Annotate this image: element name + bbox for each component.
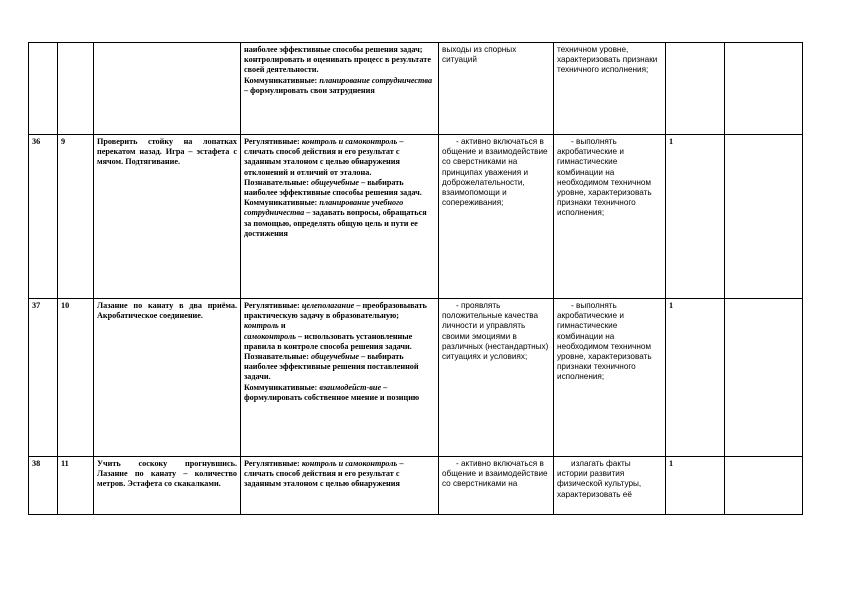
personal-results-cell: - активно включаться в общение и взаимодействие со сверстниками на принципах уважения и доброжелательности, взаимопомощи и сопереживания; [439,135,554,299]
uud-italic-term: самоконтроль [244,331,296,341]
uud-italic-term: общеучебные [310,177,360,187]
uud-paragraph [244,459,435,490]
uud-text: – выбирать наиболее эффективные способы решения задач. Коммуникативные: [244,177,422,208]
subject-results-cell: - выполнять акробатические и гимнастические комбинации на необходимом техничном уровне, характеризовать признаки техничного исполнения; [554,299,666,457]
empty-cell [725,457,803,515]
subject-results-cell: техничном уровне, характеризовать признаки техничного исполнения; [554,43,666,135]
empty-cell [725,135,803,299]
personal-results-cell: - активно включаться в общение и взаимодействие со сверстниками на [439,457,554,515]
uud-text: – использовать установленные правила в контроле способа решения задачи. [244,331,413,351]
uud-paragraph [244,76,435,96]
lesson-plan-table [28,42,803,515]
lesson-index-cell: 10 [58,299,94,457]
uud-text: Регулятивные: [244,137,302,146]
table-row [29,457,803,515]
topic-cell: Проверить стойку на лопатках перекатом назад. Игра – эстафета с мячом. Подтягивание. [94,135,241,299]
subject-results-cell: излагать факты истории развития физической культуры, характеризовать её [554,457,666,515]
uud-cell [241,43,439,135]
uud-paragraph [244,352,435,383]
uud-paragraph [244,45,435,76]
uud-italic-term: планирование учебного сотрудничества [244,198,404,218]
uud-text: – сличать способ действия и его результат с заданным эталоном с целью обнаружения [244,459,404,489]
uud-italic-term: планирование сотрудничества [319,75,433,85]
table-body [29,43,803,515]
uud-cell [241,299,439,457]
uud-paragraph [244,137,435,178]
uud-text: Коммуникативные: [244,75,320,85]
uud-text: – выбирать наиболее эффективные решения поставленной задачи. [244,352,419,382]
uud-paragraph [244,383,435,403]
personal-results-cell: - проявлять положительные качества личности и управлять своими эмоциями в различных (нестандартных) ситуациях и условиях; [439,299,554,457]
uud-text: Познавательные: [244,177,311,187]
uud-text: – преобразовывать практическую задачу в образовательную; [244,301,427,321]
lesson-number-cell: 37 [29,299,58,457]
lesson-number-cell: 36 [29,135,58,299]
empty-cell [725,43,803,135]
lesson-index-cell: 9 [58,135,94,299]
uud-cell [241,135,439,299]
uud-text: Регулятивные: [244,301,302,310]
uud-text: Познавательные: [244,352,311,362]
uud-italic-term: общеучебные [310,352,360,362]
hours-cell: 1 [666,135,725,299]
uud-text: Коммуникативные: [244,382,320,392]
uud-text: Регулятивные: [244,459,302,468]
lesson-index-cell: 11 [58,457,94,515]
lesson-number-cell [29,43,58,135]
uud-cell [241,457,439,515]
uud-paragraph [244,332,435,352]
topic-cell: Учить соскоку прогнувшись. Лазание по канату – количество метров. Эстафета со скакалками. [94,457,241,515]
uud-italic-term: целеполагание [301,301,355,310]
hours-cell: 1 [666,299,725,457]
uud-text: – сличать способ действия и его результат с заданным эталоном с целью обнаружения отклонений и отличий от эталона. [244,137,404,177]
subject-results-cell: - выполнять акробатические и гимнастические комбинации на необходимом техничном уровне, характеризовать признаки техничного исполнения; [554,135,666,299]
lesson-number-cell: 38 [29,457,58,515]
uud-text: – задавать вопросы, обращаться за помощью, определять общую цель и пути ее достижения [244,208,427,238]
topic-cell: Лазание по канату в два приёма. Акробатическое соединение. [94,299,241,457]
table-row [29,43,803,135]
hours-cell [666,43,725,135]
uud-paragraph [244,178,435,239]
uud-italic-term: контроль и самоконтроль [301,137,398,146]
uud-text: и [278,321,286,331]
empty-cell [725,299,803,457]
table-row [29,299,803,457]
topic-cell [94,43,241,135]
uud-italic-term: взаимодейст-вие [319,382,382,392]
uud-text: – формулировать свои затруднения [244,85,375,95]
uud-text: – формулировать собственное мнение и позицию [244,382,420,402]
hours-cell: 1 [666,457,725,515]
uud-text: наиболее эффективные способы решения задач; контролировать и оценивать процесс в результате своей деятельности. [244,45,431,75]
table-row [29,135,803,299]
uud-paragraph [244,301,435,332]
uud-italic-term: контроль [244,321,279,331]
uud-italic-term: контроль и самоконтроль [301,459,398,468]
lesson-index-cell [58,43,94,135]
personal-results-cell: выходы из спорных ситуаций [439,43,554,135]
